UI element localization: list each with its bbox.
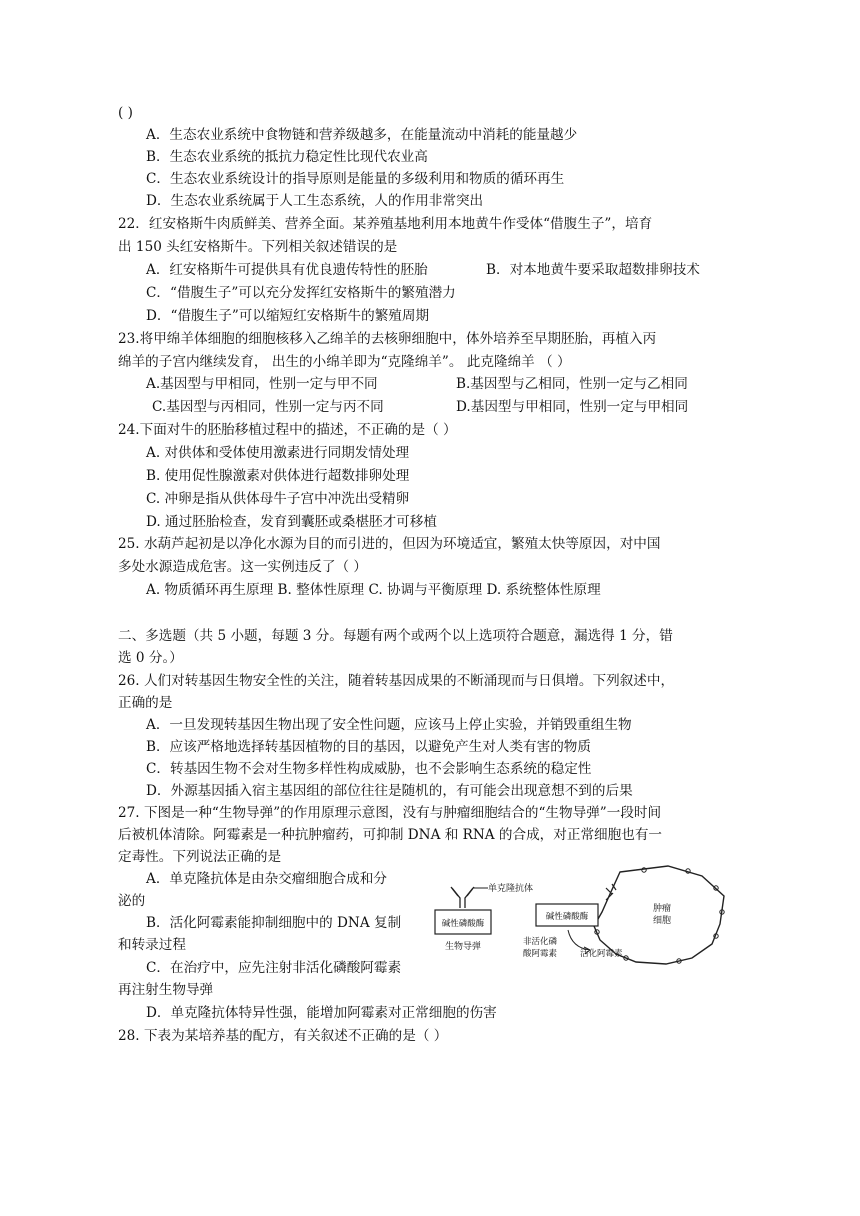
q25-options: A. 物质循环再生原理 B. 整体性原理 C. 协调与平衡原理 D. 系统整体性原理 — [146, 582, 601, 598]
q26-option-d: D．外源基因插入宿主基因组的部位往往是随机的，有可能会出现意想不到的后果 — [146, 783, 633, 799]
q23-stem-line1: 23.将甲绵羊体细胞的细胞核移入乙绵羊的去核卵细胞中，体外培养至早期胚胎，再植入丙 — [118, 331, 657, 347]
missile-enzyme-label: 碱性磷酸酶 — [441, 919, 485, 929]
tumor-label-line2: 细胞 — [652, 916, 672, 926]
q21-option-c: C．生态农业系统设计的指导原则是能量的多级利用和物质的循环再生 — [146, 171, 565, 187]
q24-option-b: B. 使用促性腺激素对供体进行超数排卵处理 — [146, 468, 410, 484]
bound-enzyme-label: 碱性磷酸酶 — [545, 912, 589, 922]
q22-option-a: A．红安格斯牛可提供具有优良遗传特性的胚胎 — [146, 262, 428, 278]
q26-stem-line2: 正确的是 — [118, 695, 173, 711]
q21-stem-tail: ( ) — [118, 105, 133, 121]
q27-option-b-line2: 和转录过程 — [118, 937, 186, 953]
q26-stem-line1: 26. 人们对转基因生物安全性的关注，随着转基因成果的不断涌现而与日俱增。下列叙述中， — [118, 673, 675, 689]
q27-option-c-line2: 再注射生物导弹 — [118, 982, 214, 998]
q27-stem-line1: 27. 下图是一种“生物导弹”的作用原理示意图，没有与肿瘤细胞结合的“生物导弹”一段时间 — [118, 805, 662, 821]
section2-header-line1: 二、多选题（共 5 小题，每题 3 分。每题有两个或两个以上选项符合题意，漏选得 1 分，错 — [118, 628, 673, 644]
q27-option-b-line1: B．活化阿霉素能抑制细胞中的 DNA 复制 — [146, 915, 402, 931]
q22-option-d: D．“借腹生子”可以缩短红安格斯牛的繁殖周期 — [146, 308, 430, 324]
q21-option-a: A．生态农业系统中食物链和营养级越多，在能量流动中消耗的能量越少 — [146, 127, 578, 143]
section2-header-line2: 选 0 分。） — [118, 650, 183, 666]
q21-option-b: B．生态农业系统的抵抗力稳定性比现代农业高 — [146, 149, 428, 165]
q23-option-b: B.基因型与乙相同，性别一定与乙相同 — [456, 376, 688, 392]
antibody-icon — [451, 887, 474, 908]
antibody-label: 单克隆抗体 — [488, 884, 534, 894]
q28-stem: 28. 下表为某培养基的配方，有关叙述不正确的是（ ） — [118, 1028, 448, 1044]
q27-stem-line2: 后被机体清除。阿霉素是一种抗肿瘤药，可抑制 DNA 和 RNA 的合成，对正常细胞也有一 — [118, 827, 663, 843]
q27-option-d: D．单克隆抗体特异性强，能增加阿霉素对正常细胞的伤害 — [146, 1005, 497, 1021]
q27-option-a-line2: 泌的 — [118, 893, 146, 909]
q23-option-a: A.基因型与甲相同，性别一定与甲不同 — [146, 376, 378, 392]
q27-stem-line3: 定毒性。下列说法正确的是 — [118, 849, 282, 865]
q24-option-c: C. 冲卵是指从供体母牛子宫中冲洗出受精卵 — [146, 491, 410, 507]
q22-stem-line1: 22．红安格斯牛肉质鲜美、营养全面。某养殖基地利用本地黄牛作受体“借腹生子”，培育 — [118, 216, 653, 232]
q25-stem-line2: 多处水源造成危害。这一实例违反了（ ） — [118, 559, 368, 575]
q26-option-c: C．转基因生物不会对生物多样性构成威胁，也不会影响生态系统的稳定性 — [146, 761, 592, 777]
q23-option-d: D.基因型与甲相同，性别一定与甲相同 — [456, 399, 689, 415]
active-drug-label: 活化阿霉素 — [580, 949, 623, 959]
biomissile-diagram — [430, 858, 735, 974]
q27-option-a-line1: A．单克隆抗体是由杂交瘤细胞合成和分 — [146, 871, 387, 887]
missile-label: 生物导弹 — [444, 942, 482, 952]
q23-option-c: C.基因型与丙相同，性别一定与丙不同 — [152, 399, 384, 415]
conversion-arrow — [568, 930, 590, 950]
q25-stem-line1: 25. 水葫芦起初是以净化水源为目的而引进的，但因为环境适宜，繁殖太快等原因，对中国 — [118, 536, 661, 552]
tumor-label-line1: 肿瘤 — [652, 904, 672, 914]
q22-option-c: C．“借腹生子”可以充分发挥红安格斯牛的繁殖潜力 — [146, 285, 456, 301]
q21-option-d: D．生态农业系统属于人工生态系统，人的作用非常突出 — [146, 193, 484, 209]
inactive-drug-label-line1: 非活化磷 — [522, 937, 558, 947]
q24-stem: 24.下面对牛的胚胎移植过程中的描述，不正确的是（ ） — [118, 422, 457, 438]
q23-stem-line2: 绵羊的子宫内继续发育， 出生的小绵羊即为“克隆绵羊”。 此克隆绵羊 （ ） — [118, 354, 571, 370]
inactive-drug-label-line2: 酸阿霉素 — [522, 949, 558, 959]
q27-option-c-line1: C．在治疗中，应先注射非活化磷酸阿霉素 — [146, 960, 402, 976]
q24-option-a: A. 对供体和受体使用激素进行同期发情处理 — [146, 445, 410, 461]
q26-option-b: B．应该严格地选择转基因植物的目的基因，以避免产生对人类有害的物质 — [146, 739, 591, 755]
q26-option-a: A．一旦发现转基因生物出现了安全性问题，应该马上停止实验，并销毁重组生物 — [146, 717, 632, 733]
q22-option-b: B．对本地黄牛要采取超数排卵技术 — [486, 262, 700, 278]
q22-stem-line2: 出 150 头红安格斯牛。下列相关叙述错误的是 — [118, 239, 398, 255]
q24-option-d: D. 通过胚胎检查，发育到囊胚或桑椹胚才可移植 — [146, 514, 437, 530]
